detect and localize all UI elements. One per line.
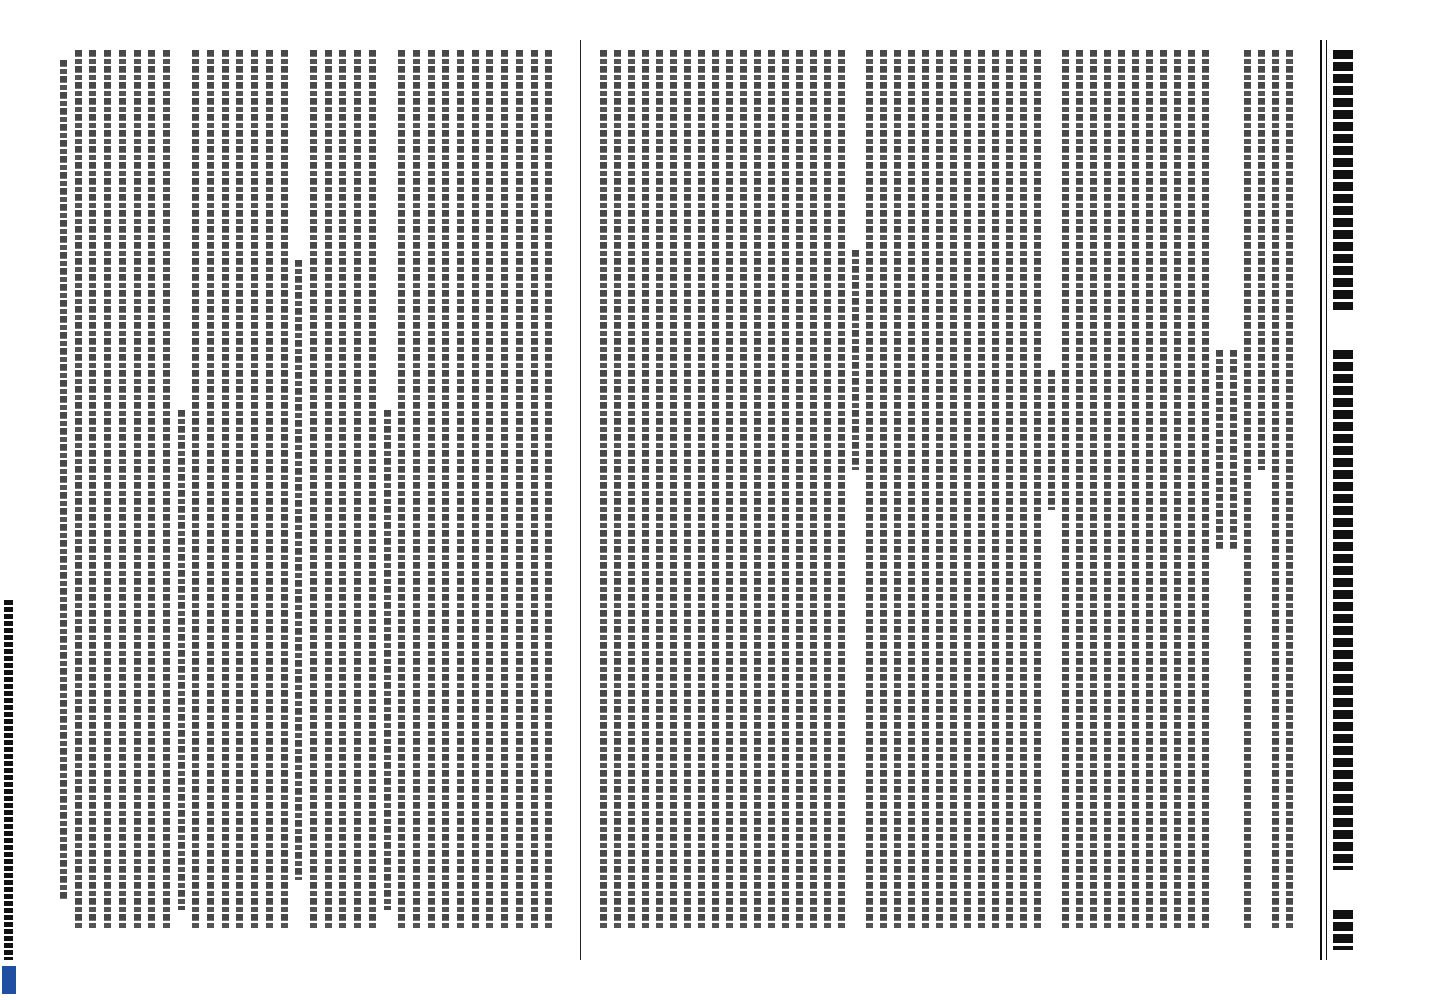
credit-text-ink bbox=[4, 600, 13, 960]
text-line-ink bbox=[1216, 350, 1223, 550]
text-line-ink bbox=[163, 50, 170, 930]
text-line-ink bbox=[134, 50, 141, 930]
text-line-ink bbox=[754, 50, 761, 930]
text-line-ink bbox=[545, 50, 552, 930]
text-column-left bbox=[60, 50, 560, 970]
text-line-ink bbox=[516, 50, 523, 930]
text-line-ink bbox=[600, 50, 607, 930]
text-line-ink bbox=[866, 50, 873, 930]
text-line-ink bbox=[501, 50, 508, 930]
header-rule bbox=[1320, 40, 1322, 960]
text-line-ink bbox=[740, 50, 747, 930]
text-line-ink bbox=[207, 50, 214, 930]
text-line-ink bbox=[1132, 50, 1139, 930]
text-line-ink bbox=[838, 50, 845, 930]
text-line-ink bbox=[89, 50, 96, 930]
text-line-ink bbox=[768, 50, 775, 930]
text-line-ink bbox=[614, 50, 621, 930]
running-header-ink bbox=[1333, 50, 1357, 950]
text-line-ink bbox=[457, 50, 464, 930]
text-line-ink bbox=[656, 50, 663, 930]
text-line-ink bbox=[824, 50, 831, 930]
text-line-ink bbox=[1034, 50, 1041, 930]
text-line-ink bbox=[442, 50, 449, 930]
text-line-ink bbox=[712, 50, 719, 930]
text-line-ink bbox=[1048, 370, 1055, 510]
text-line-ink bbox=[936, 50, 943, 930]
text-line-ink bbox=[1244, 50, 1251, 930]
text-line-ink bbox=[782, 50, 789, 930]
text-line-ink bbox=[1146, 50, 1153, 930]
text-line-ink bbox=[339, 50, 346, 930]
text-line-ink bbox=[178, 410, 185, 910]
text-line-ink bbox=[978, 50, 985, 930]
text-line-ink bbox=[413, 50, 420, 930]
text-line-ink bbox=[1006, 50, 1013, 930]
text-line-ink bbox=[236, 50, 243, 930]
text-line-ink bbox=[1020, 50, 1027, 930]
text-line-ink bbox=[148, 50, 155, 930]
text-line-ink bbox=[119, 50, 126, 930]
text-line-ink bbox=[1076, 50, 1083, 930]
text-line-ink bbox=[192, 50, 199, 930]
text-line-ink bbox=[894, 50, 901, 930]
text-line-ink bbox=[222, 50, 229, 930]
text-line-ink bbox=[384, 410, 391, 910]
text-line-ink bbox=[60, 60, 67, 900]
text-line-ink bbox=[1174, 50, 1181, 930]
text-line-ink bbox=[908, 50, 915, 930]
text-line-ink bbox=[251, 50, 258, 930]
text-line-ink bbox=[531, 50, 538, 930]
text-line-ink bbox=[1160, 50, 1167, 930]
text-line-ink bbox=[628, 50, 635, 930]
column-separator bbox=[580, 40, 581, 960]
text-line-ink bbox=[852, 250, 859, 470]
digitization-credit-ink bbox=[0, 600, 18, 1000]
text-line-ink bbox=[398, 50, 405, 930]
text-line-ink bbox=[964, 50, 971, 930]
text-line-ink bbox=[1272, 50, 1279, 930]
text-line-ink bbox=[1188, 50, 1195, 930]
text-line-ink bbox=[698, 50, 705, 930]
page-number-ink bbox=[1333, 910, 1353, 950]
text-line-ink bbox=[369, 50, 376, 930]
text-line-ink bbox=[796, 50, 803, 930]
text-line-ink bbox=[1202, 50, 1209, 930]
text-line-ink bbox=[310, 50, 317, 930]
funder-logo bbox=[2, 966, 16, 994]
running-header-session-ink bbox=[1333, 350, 1353, 870]
text-line-ink bbox=[1230, 350, 1237, 550]
text-line-ink bbox=[1104, 50, 1111, 930]
text-line-ink bbox=[472, 50, 479, 930]
text-line-ink bbox=[810, 50, 817, 930]
text-line-ink bbox=[726, 50, 733, 930]
text-line-ink bbox=[642, 50, 649, 930]
text-line-ink bbox=[325, 50, 332, 930]
header-rule-secondary bbox=[1326, 40, 1327, 960]
text-line-ink bbox=[1286, 50, 1293, 930]
text-line-ink bbox=[1062, 50, 1069, 930]
text-line-ink bbox=[670, 50, 677, 930]
text-line-ink bbox=[922, 50, 929, 930]
text-line-ink bbox=[684, 50, 691, 930]
text-line-ink bbox=[75, 50, 82, 930]
text-line-ink bbox=[1118, 50, 1125, 930]
text-line-ink bbox=[266, 50, 273, 930]
text-line-ink bbox=[428, 50, 435, 930]
text-line-ink bbox=[295, 260, 302, 880]
text-column-right bbox=[600, 50, 1300, 970]
text-line-ink bbox=[992, 50, 999, 930]
text-line-ink bbox=[1090, 50, 1097, 930]
text-line-ink bbox=[880, 50, 887, 930]
text-line-ink bbox=[1258, 50, 1265, 470]
text-line-ink bbox=[354, 50, 361, 930]
running-header-title-ink bbox=[1333, 50, 1353, 310]
text-line-ink bbox=[104, 50, 111, 930]
text-line-ink bbox=[281, 50, 288, 930]
text-line-ink bbox=[950, 50, 957, 930]
text-line-ink bbox=[486, 50, 493, 930]
